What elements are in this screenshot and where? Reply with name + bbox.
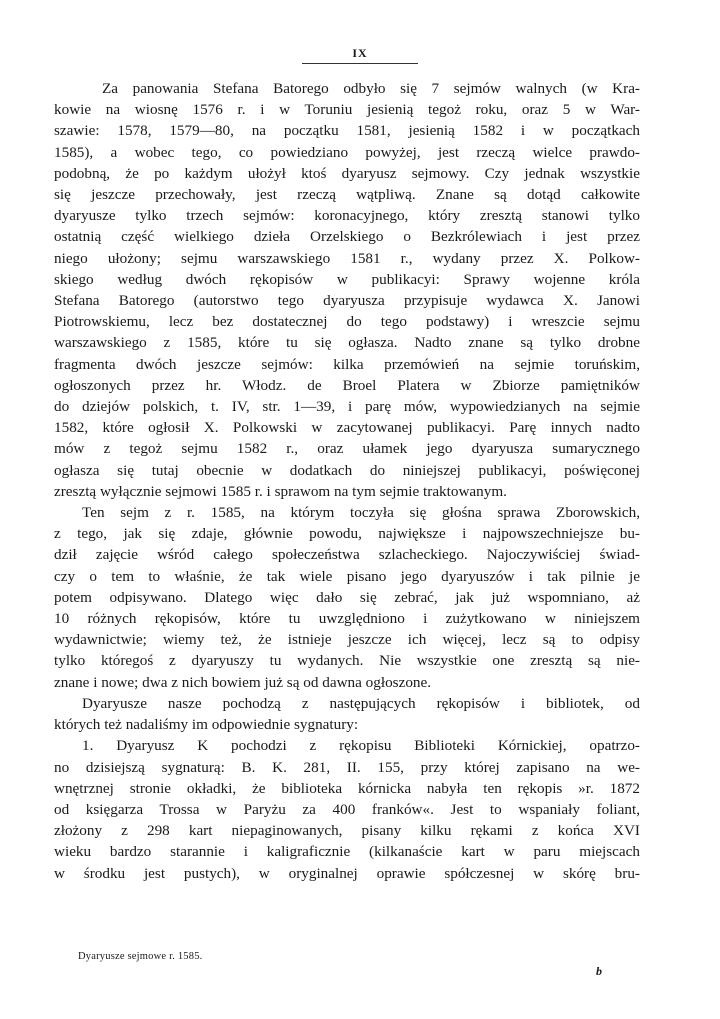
text-line: 10 różnych rękopisów, które tu uwzględniono i zużytkowano w niniejszem xyxy=(54,610,640,628)
text-line: znane i nowe; dwa z nich bowiem już są od dawna ogłoszone. xyxy=(54,673,432,691)
text-line: 1585), a wobec tego, co powiedziano powyżej, jest rzeczą wielce prawdo- xyxy=(54,143,640,161)
text-line: niego ułożony; sejmu warszawskiego 1581 r., wydany przez X. Polkow- xyxy=(54,249,640,267)
text-line: się jeszcze przechowały, jest rzeczą wątpliwą. Znane są dotąd całkowite xyxy=(54,186,640,204)
text-line: tylko któregoś z dyaryuszy tu wydanych. Nie wszystkie one zresztą są nie- xyxy=(54,652,640,670)
text-line: 1. Dyaryusz K pochodzi z rękopisu Biblioteki Kórnickiej, opatrzo- xyxy=(82,737,640,755)
text-line: Ten sejm z r. 1585, na którym toczyła się głośna sprawa Zborowskich, xyxy=(82,504,640,522)
text-line: dził zajęcie wśród całego społeczeństwa szlacheckiego. Najoczywiściej świad- xyxy=(54,546,640,564)
text-line: zresztą wyłącznie sejmowi 1585 r. i sprawom na tym sejmie traktowanym. xyxy=(54,482,507,500)
text-line: kowie na wiosnę 1576 r. i w Toruniu jesienią tegoż roku, oraz 5 w War- xyxy=(54,101,640,119)
text-line: czy o tem to właśnie, że tak wiele pisano jego dyaryuszów i tak pilnie je xyxy=(54,567,640,585)
text-line: od księgarza Trossa w Paryżu za 400 franków«. Jest to wspaniały foliant, xyxy=(54,800,640,818)
text-line: Za panowania Stefana Batorego odbyło się 7 sejmów walnych (w Kra- xyxy=(102,80,640,97)
text-line: wieku bardzo starannie i kaligraficznie (kilkanaście kart w paru miejscach xyxy=(54,843,640,861)
text-line: ostatnią część wielkiego dzieła Orzelskiego o Bezkrólewiach i jest przez xyxy=(54,228,640,246)
text-line: Stefana Batorego (autorstwo tego dyaryusza przypisuje wydawca X. Janowi xyxy=(54,292,640,310)
text-line: z tego, jak się zdaje, głównie powodu, największe i najpowszechniejsze bu- xyxy=(54,525,640,543)
text-line: fragmenta dwóch jeszcze sejmów: kilka przemówień na sejmie toruńskim, xyxy=(54,355,640,373)
text-line: dyaryusze tylko trzech sejmów: koronacyjnego, który zresztą stanowi tylko xyxy=(54,207,640,225)
text-line: warszawskiego z 1585, które tu się ogłasza. Nadto znane są tylko drobne xyxy=(54,334,640,352)
text-line: ogłasza się tutaj obecnie w dodatkach do niniejszej publikacyi, poświęconej xyxy=(54,461,640,479)
body-text xyxy=(54,78,640,884)
text-line: ogłoszonych przez hr. Włodz. de Broel Platera w Zbiorze pamiętników xyxy=(54,376,640,394)
text-line: do dziejów polskich, t. IV, str. 1—39, i parę mów, wypowiedzianych na sejmie xyxy=(54,398,640,416)
text-line: których też nadaliśmy im odpowiednie sygnatury: xyxy=(54,716,359,734)
text-line: złożony z 298 kart niepaginowanych, pisany kilku rękami z końca XVI xyxy=(54,822,640,840)
text-line: skiego według dwóch rękopisów w publikacyi: Sprawy wojenne króla xyxy=(54,270,640,288)
text-line: mów z tegoż sejmu 1582 r., oraz ułamek jego dyaryusza sumarycznego xyxy=(54,440,640,458)
text-line: wnętrznej stronie okładki, że biblioteka kórnicka nabyła ten rękopis »r. 1872 xyxy=(54,779,640,797)
text-line: 1582, które ogłosił X. Polkowski w zacytowanej publikacyi. Parę innych nadto xyxy=(54,419,640,437)
text-line: no dzisiejszą sygnaturą: B. K. 281, II. 155, przy której zapisano na we- xyxy=(54,758,640,776)
page-number: IX xyxy=(352,46,368,60)
header-rule xyxy=(302,63,418,64)
text-line: podobną, że po każdym ułożył ktoś dyaryusz sejmowy. Czy jednak wszystkie xyxy=(54,164,640,182)
text-line: Dyaryusze nasze pochodzą z następujących rękopisów i bibliotek, od xyxy=(82,694,640,712)
text-line: potem odpisywano. Dlatego więc dało się zebrać, jak już wspomniano, aż xyxy=(54,588,640,606)
text-line: Piotrowskiemu, lecz bez dostatecznej do tego podstawy) i wreszcie sejmu xyxy=(54,313,640,331)
text-line: szawie: 1578, 1579—80, na początku 1581, jesienią 1582 i w początkach xyxy=(54,122,640,140)
text-line: wydawnictwie; wiemy też, że istnieje jeszcze ich więcej, lecz są to odpisy xyxy=(54,631,640,649)
text-line: w środku jest pustych), w oryginalnej oprawie spółczesnej w skórę bru- xyxy=(54,864,640,882)
running-footer: Dyaryusze sejmowe r. 1585. xyxy=(78,951,203,962)
signature-mark: b xyxy=(596,964,602,978)
